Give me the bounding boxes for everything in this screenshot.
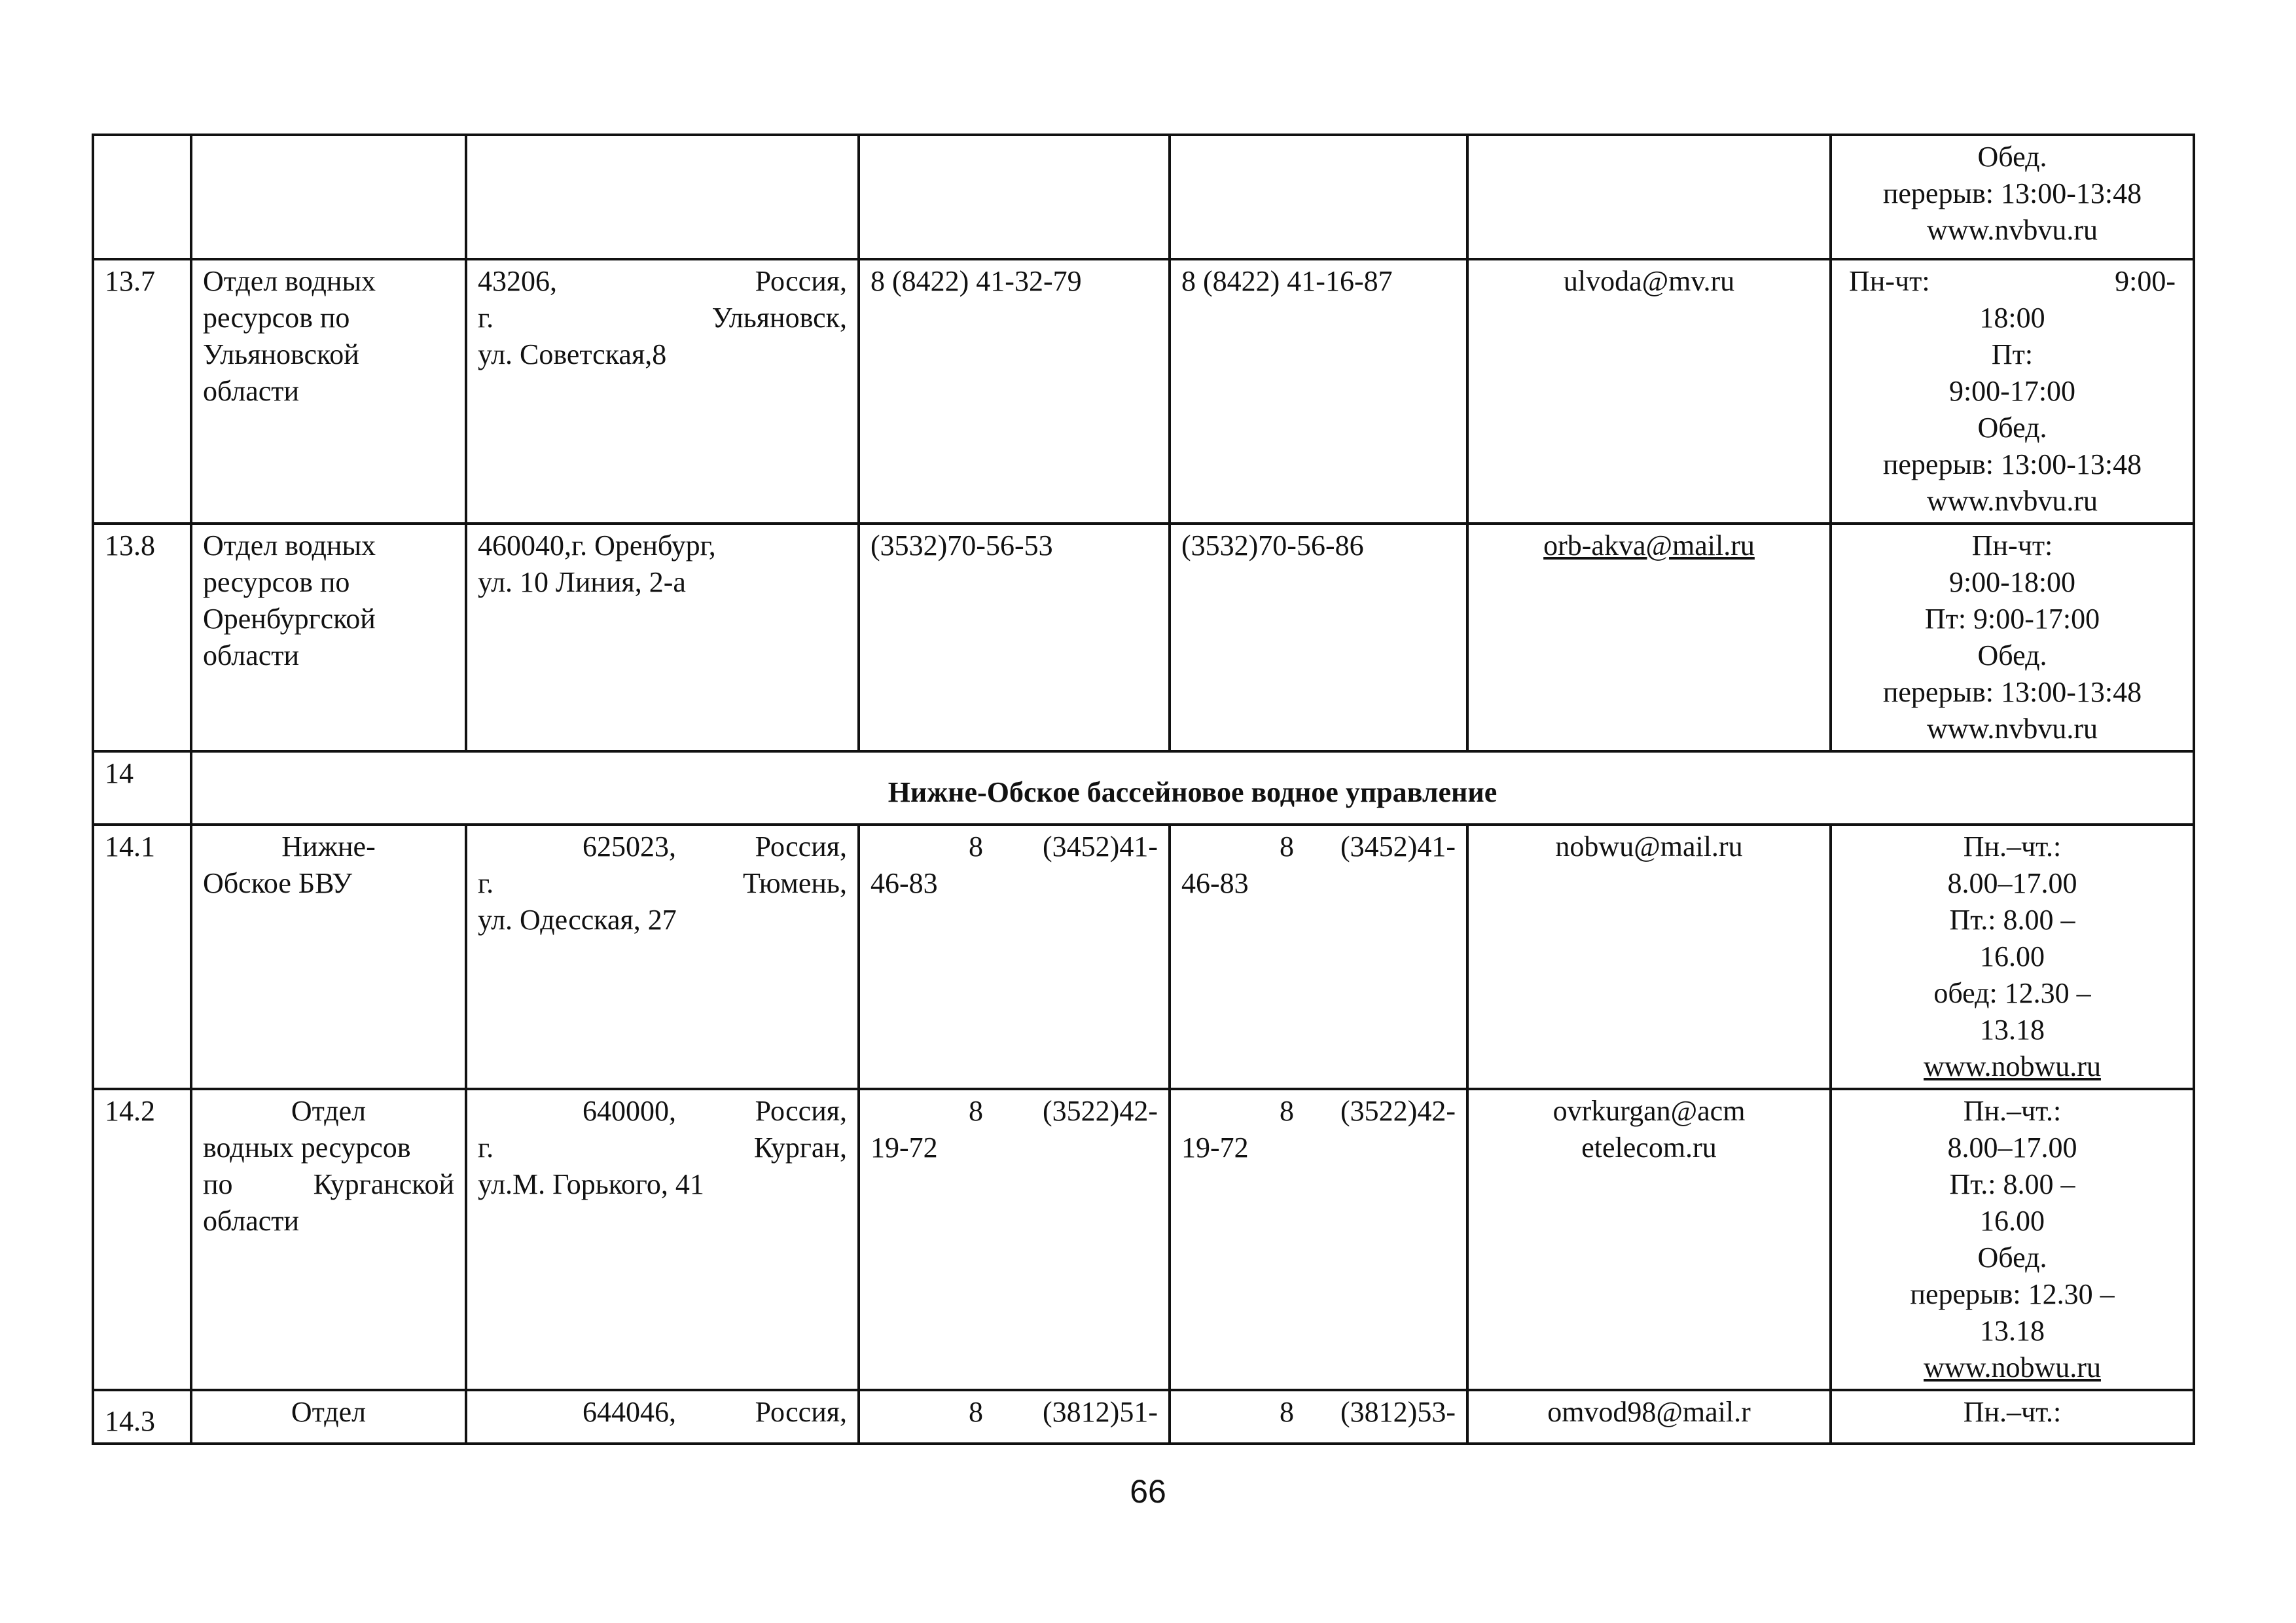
phone-part: 8 [969,830,983,863]
email-link[interactable]: nobwu@mail.ru [1555,830,1743,863]
hours-line: Пт: [1991,338,2034,370]
hours-cell [1831,825,2194,1089]
name-cell [191,135,466,259]
name-line: водных ресурсов [203,1132,411,1164]
website-link[interactable]: www.nvbvu.ru [1926,713,2098,745]
hours-cell [1831,1089,2194,1390]
hours-cell [1831,135,2194,259]
name-line: области [203,375,300,407]
address-cell [466,135,859,259]
hours-line: 18:00 [1979,302,2045,334]
name-line: Отдел водных [203,529,376,562]
address-part: Ульяновск, [711,302,847,334]
phone-part: 19-72 [870,1132,938,1164]
phone-part: (3452)41- [1043,830,1158,863]
email-cell [1467,1089,1831,1390]
phone-part: 8 [969,1095,983,1127]
hours-line: 8.00–17.00 [1947,1132,2077,1164]
fax-part: (3452)41- [1340,830,1456,863]
table-row [93,259,2194,524]
name-cell [191,1390,466,1444]
hours-cell [1831,259,2194,524]
name-line: области [203,639,300,671]
address-part: ул.М. Горького, 41 [478,1168,704,1200]
address-part: 644046, [583,1396,676,1428]
row-number: 13.8 [93,524,191,751]
phone-cell [859,135,1170,259]
hours-line: Пн.–чт.: [1963,1396,2062,1428]
name-line: Отдел [291,1396,367,1428]
name-line: Отдел водных [203,265,376,297]
name-line: Оренбургской [203,603,376,635]
address-part: ул. 10 Линия, 2-а [478,566,686,598]
address-part: г. [478,1132,494,1164]
table-row [93,1390,2194,1444]
name-line: ресурсов по [203,302,350,334]
phone-part: 46-83 [870,867,938,899]
hours-line: Обед. [1977,141,2047,173]
hours-line: перерыв: 13:00-13:48 [1882,448,2142,480]
num-cell [93,135,191,259]
address-part: Россия, [755,830,847,863]
phone-cell: (3532)70-56-53 [859,524,1170,751]
email-cell [1467,1390,1831,1444]
hours-line: Пн-чт: [1849,265,1930,297]
fax-cell [1170,825,1467,1089]
hours-line: обед: 12.30 – [1933,977,2091,1009]
email-link[interactable]: etelecom.ru [1581,1132,1717,1164]
phone-part: 8 [969,1396,983,1428]
phone-part: (3522)42- [1043,1095,1158,1127]
name-cell [191,259,466,524]
contacts-table [92,134,2195,1445]
section-number: 14 [93,751,191,825]
address-part: 640000, [583,1095,676,1127]
address-cell [466,259,859,524]
website-link[interactable]: www.nvbvu.ru [1926,485,2098,517]
address-cell [466,524,859,751]
hours-line: Обед. [1977,412,2047,444]
hours-line: Обед. [1977,639,2047,671]
page-number: 66 [1130,1473,1166,1510]
fax-part: 8 [1280,1095,1294,1127]
name-line: Обское БВУ [203,867,353,899]
hours-line: 8.00–17.00 [1947,867,2077,899]
name-line: области [203,1205,300,1237]
fax-part: 8 [1280,1396,1294,1428]
fax-part: 19-72 [1181,1132,1249,1164]
hours-line: Пн.–чт.: [1963,830,2062,863]
email-cell [1467,825,1831,1089]
row-number: 14.3 [93,1390,191,1444]
hours-line: 16.00 [1980,940,2045,972]
phone-part: (3812)51- [1043,1396,1158,1428]
hours-line: Пн.–чт.: [1963,1095,2062,1127]
table-row [93,524,2194,751]
hours-cell [1831,524,2194,751]
name-line: Курганской [313,1168,454,1200]
hours-line: Обед. [1977,1241,2047,1274]
hours-line: перерыв: 13:00-13:48 [1882,177,2142,209]
hours-line: 13.18 [1980,1014,2045,1046]
email-link[interactable]: orb-akva@mail.ru [1467,524,1831,751]
address-part: 625023, [583,830,676,863]
row-number: 14.2 [93,1089,191,1390]
name-line: по [203,1168,233,1200]
hours-line: 16.00 [1980,1205,2045,1237]
phone-cell [859,825,1170,1089]
section-title: Нижне-Обское бассейновое водное управление [191,751,2194,825]
email-link[interactable]: ulvoda@mv.ru [1467,259,1831,524]
website-link[interactable]: www.nobwu.ru [1924,1050,2101,1082]
address-part: г. [478,302,494,334]
name-cell [191,1089,466,1390]
hours-line: Пт: 9:00-17:00 [1924,603,2100,635]
fax-part: 46-83 [1181,867,1249,899]
hours-line: Пт.: 8.00 – [1949,1168,2075,1200]
address-part: Тюмень, [743,867,847,899]
name-line: Ульяновской [203,338,359,370]
website-link[interactable]: www.nobwu.ru [1924,1351,2101,1383]
fax-cell [1170,1089,1467,1390]
address-part: г. [478,867,494,899]
phone-cell: 8 (8422) 41-32-79 [859,259,1170,524]
address-part: Россия, [755,1396,847,1428]
fax-part: (3522)42- [1340,1095,1456,1127]
address-part: 43206, [478,265,557,297]
name-line: Нижне- [281,830,376,863]
address-cell [466,825,859,1089]
fax-cell: 8 (8422) 41-16-87 [1170,259,1467,524]
fax-cell: (3532)70-56-86 [1170,524,1467,751]
address-cell [466,1089,859,1390]
hours-line: перерыв: 13:00-13:48 [1882,676,2142,708]
hours-line: 9:00- [2115,265,2176,297]
section-row [93,751,2194,825]
phone-cell [859,1089,1170,1390]
address-part: 460040,г. Оренбург, [478,529,716,562]
address-part: Россия, [755,265,847,297]
name-cell [191,524,466,751]
email-cell [1467,135,1831,259]
fax-part: (3812)53- [1340,1396,1456,1428]
table-row [93,1089,2194,1390]
hours-line: 13.18 [1980,1315,2045,1347]
website-link[interactable]: www.nvbvu.ru [1926,214,2098,246]
table-row [93,825,2194,1089]
address-part: ул. Одесская, 27 [478,904,677,936]
fax-cell [1170,1390,1467,1444]
table-row [93,135,2194,259]
hours-line: 9:00-17:00 [1948,375,2076,407]
address-part: Россия, [755,1095,847,1127]
address-part: ул. Советская,8 [478,338,667,370]
fax-cell [1170,135,1467,259]
hours-line: перерыв: 12.30 – [1910,1278,2115,1310]
fax-part: 8 [1280,830,1294,863]
row-number: 13.7 [93,259,191,524]
email-link[interactable]: ovrkurgan@acm [1552,1095,1746,1127]
name-cell [191,825,466,1089]
name-line: Отдел [291,1095,367,1127]
hours-line: 9:00-18:00 [1948,566,2076,598]
hours-line: Пн-чт: [1971,529,2053,562]
hours-cell [1831,1390,2194,1444]
phone-cell [859,1390,1170,1444]
email-link[interactable]: omvod98@mail.r [1547,1396,1751,1428]
address-part: Курган, [753,1132,847,1164]
address-cell [466,1390,859,1444]
hours-line: Пт.: 8.00 – [1949,904,2075,936]
name-line: ресурсов по [203,566,350,598]
row-number: 14.1 [93,825,191,1089]
